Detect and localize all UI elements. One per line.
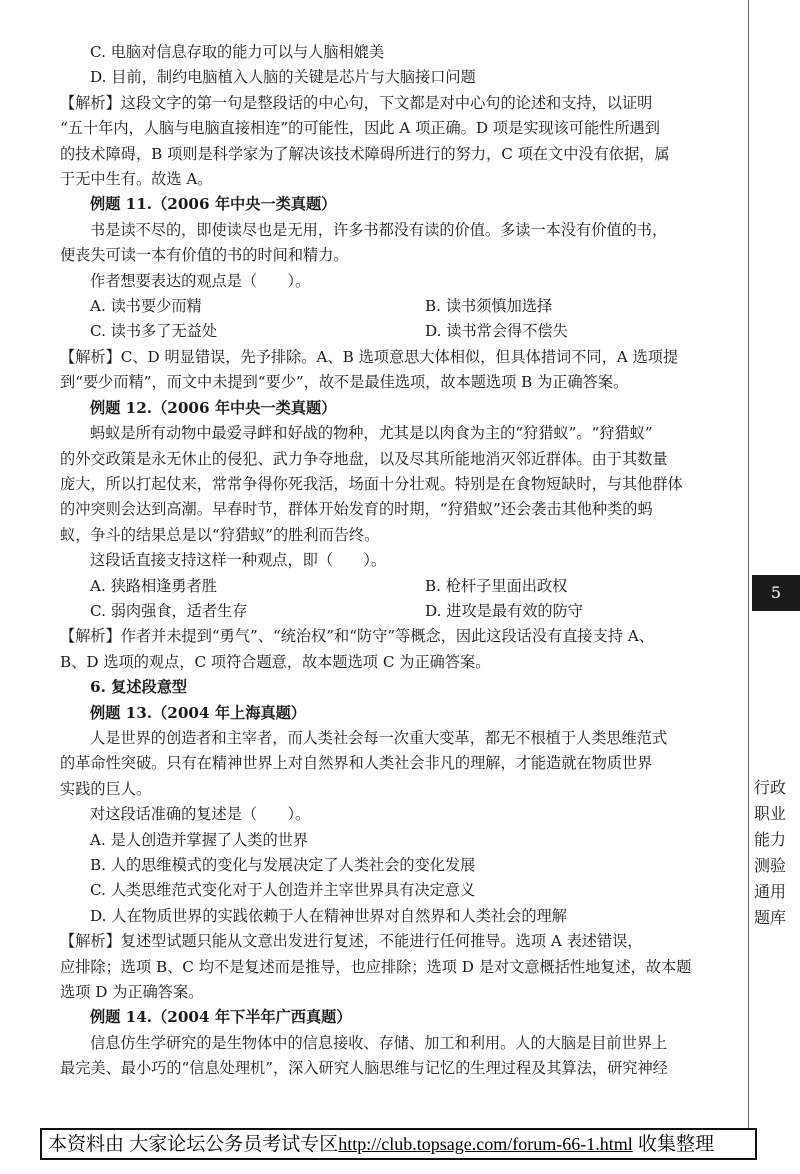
example-14-heading: 例题 14.（2004 年下半年广西真题） [90, 1008, 352, 1027]
example-11-options-row-2 [60, 319, 720, 344]
analysis-q10-line-2: “五十年内，人脑与电脑直接相连”的可能性，因此 A 项正确。D 项是实现该可能性所遇到 [60, 119, 660, 138]
example-12-options-row-1 [60, 574, 720, 599]
example-11-question: 作者想要表达的观点是（ ）。 [90, 271, 311, 290]
q12-option-a: A. 狭路相逢勇者胜 [90, 576, 217, 595]
q13-option-d: D. 人在物质世界的实践依赖于人在精神世界对自然界和人类社会的理解 [90, 906, 567, 925]
analysis-q10-line-1: 【解析】这段文字的第一句是整段话的中心句，下文都是对中心句的论述和支持，以证明 [60, 93, 653, 112]
page-body [60, 40, 720, 1082]
example-11-heading: 例题 11.（2006 年中央一类真题） [90, 195, 337, 214]
example-12-question: 这段话直接支持这样一种观点，即（ ）。 [90, 551, 387, 570]
example-12-heading: 例题 12.（2006 年中央一类真题） [90, 398, 337, 417]
example-12-text-4: 的冲突则会达到高潮。早春时节，群体开始发育的时期，“狩猎蚁”还会袭击其他种类的蚂 [60, 500, 653, 519]
vertical-book-title: 行政职业能力测验通用题库 [753, 778, 786, 927]
forum-link[interactable]: http://club.topsage.com/forum-66-1.html [338, 1134, 633, 1154]
q13-option-b: B. 人的思维模式的变化与发展决定了人类社会的变化发展 [90, 856, 476, 874]
example-12-text-1: 蚂蚁是所有动物中最爱寻衅和好战的物种，尤其是以肉食为主的“狩猎蚁”。“狩猎蚁” [90, 424, 653, 443]
q11-option-a: A. 读书要少而精 [90, 297, 202, 316]
q13-option-a: A. 是人创造并掌握了人类的世界 [90, 830, 309, 849]
analysis-q10-line-3: 的技术障碍，B 项则是科学家为了解决该技术障碍所进行的努力，C 项在文中没有依据，属 [60, 144, 670, 163]
example-13-text-2: 的革命性突破。只有在精神世界上对自然界和人类社会非凡的理解，才能造就在物质世界 [60, 754, 653, 773]
analysis-q12-line-2: B、D 选项的观点，C 项符合题意，故本题选项 C 为正确答案。 [60, 652, 491, 671]
example-14-text-1: 信息仿生学研究的是生物体中的信息接收、存储、加工和利用。人的大脑是目前世界上 [90, 1033, 668, 1052]
example-12-text-3: 庞大，所以打起仗来，常常争得你死我活，场面十分壮观。特别是在食物短缺时，与其他群体 [60, 474, 683, 493]
example-12-options-row-2 [60, 599, 720, 624]
right-margin-rule [748, 0, 750, 1130]
chapter-tab: 5 [752, 575, 800, 611]
example-12-text-2: 的外交政策是永无休止的侵犯、武力争夺地盘，以及尽其所能地消灭邻近群体。由于其数量 [60, 449, 668, 468]
q12-option-c: C. 弱肉强食，适者生存 [90, 601, 248, 620]
example-14-text-2: 最完美、最小巧的“信息处理机”，深入研究人脑思维与记忆的生理过程及其算法，研究神经 [60, 1059, 668, 1078]
banner-prefix: 本资料由 大家论坛公务员考试专区 [48, 1134, 339, 1155]
example-11-options-row-1 [60, 294, 720, 319]
q11-option-d: D. 读书常会得不偿失 [425, 322, 568, 341]
q11-option-b: B. 读书须慎加选择 [425, 297, 553, 316]
analysis-q11-line-2: 到“要少而精”，而文中未提到“要少”，故不是最佳选项，故本题选项 B 为正确答案。 [60, 373, 629, 392]
section-heading-6: 6. 复述段意型 [90, 678, 188, 697]
banner-suffix: 收集整理 [632, 1134, 715, 1155]
example-13-text-3: 实践的巨人。 [60, 779, 152, 798]
example-11-text-2: 便丧失可读一本有价值的书的时间和精力。 [60, 246, 349, 265]
analysis-q13-line-1: 【解析】复述型试题只能从文意出发进行复述，不能进行任何推导。选项 A 表述错误， [60, 932, 643, 951]
q13-option-c: C. 人类思维范式变化对于人创造并主宰世界具有决定意义 [90, 881, 476, 900]
q12-option-d: D. 进攻是最有效的防守 [425, 601, 583, 620]
option-d-q10: D. 目前，制约电脑植入人脑的关键是芯片与大脑接口问题 [90, 68, 476, 87]
option-c-q10: C. 电脑对信息存取的能力可以与人脑相媲美 [90, 43, 385, 61]
q11-option-c: C. 读书多了无益处 [90, 322, 218, 341]
example-13-text-1: 人是世界的创造者和主宰者，而人类社会每一次重大变革，都无不根植于人类思维范式 [90, 728, 668, 747]
analysis-q13-line-3: 选项 D 为正确答案。 [60, 983, 204, 1002]
source-banner [40, 1128, 757, 1160]
example-12-text-5: 蚁，争斗的结果总是以“狩猎蚁”的胜利而告终。 [60, 525, 380, 544]
example-11-text-1: 书是读不尽的，即使读尽也是无用，许多书都没有读的价值。多读一本没有价值的书， [90, 220, 668, 239]
analysis-q12-line-1: 【解析】作者并未提到“勇气”、“统治权”和“防守”等概念，因此这段话没有直接支持 A、 [60, 627, 654, 646]
analysis-q11-line-1: 【解析】C、D 明显错误，先予排除。A、B 选项意思大体相似，但具体措词不同，A 选项提 [60, 347, 679, 366]
example-13-question: 对这段话准确的复述是（ ）。 [90, 805, 311, 824]
example-13-heading: 例题 13.（2004 年上海真题） [90, 703, 306, 722]
analysis-q10-line-4: 于无中生有。故选 A。 [60, 170, 213, 189]
q12-option-b: B. 枪杆子里面出政权 [425, 576, 568, 595]
analysis-q13-line-2: 应排除；选项 B、C 均不是复述而是推导，也应排除；选项 D 是对文意概括性地复述，故本题 [60, 957, 692, 976]
